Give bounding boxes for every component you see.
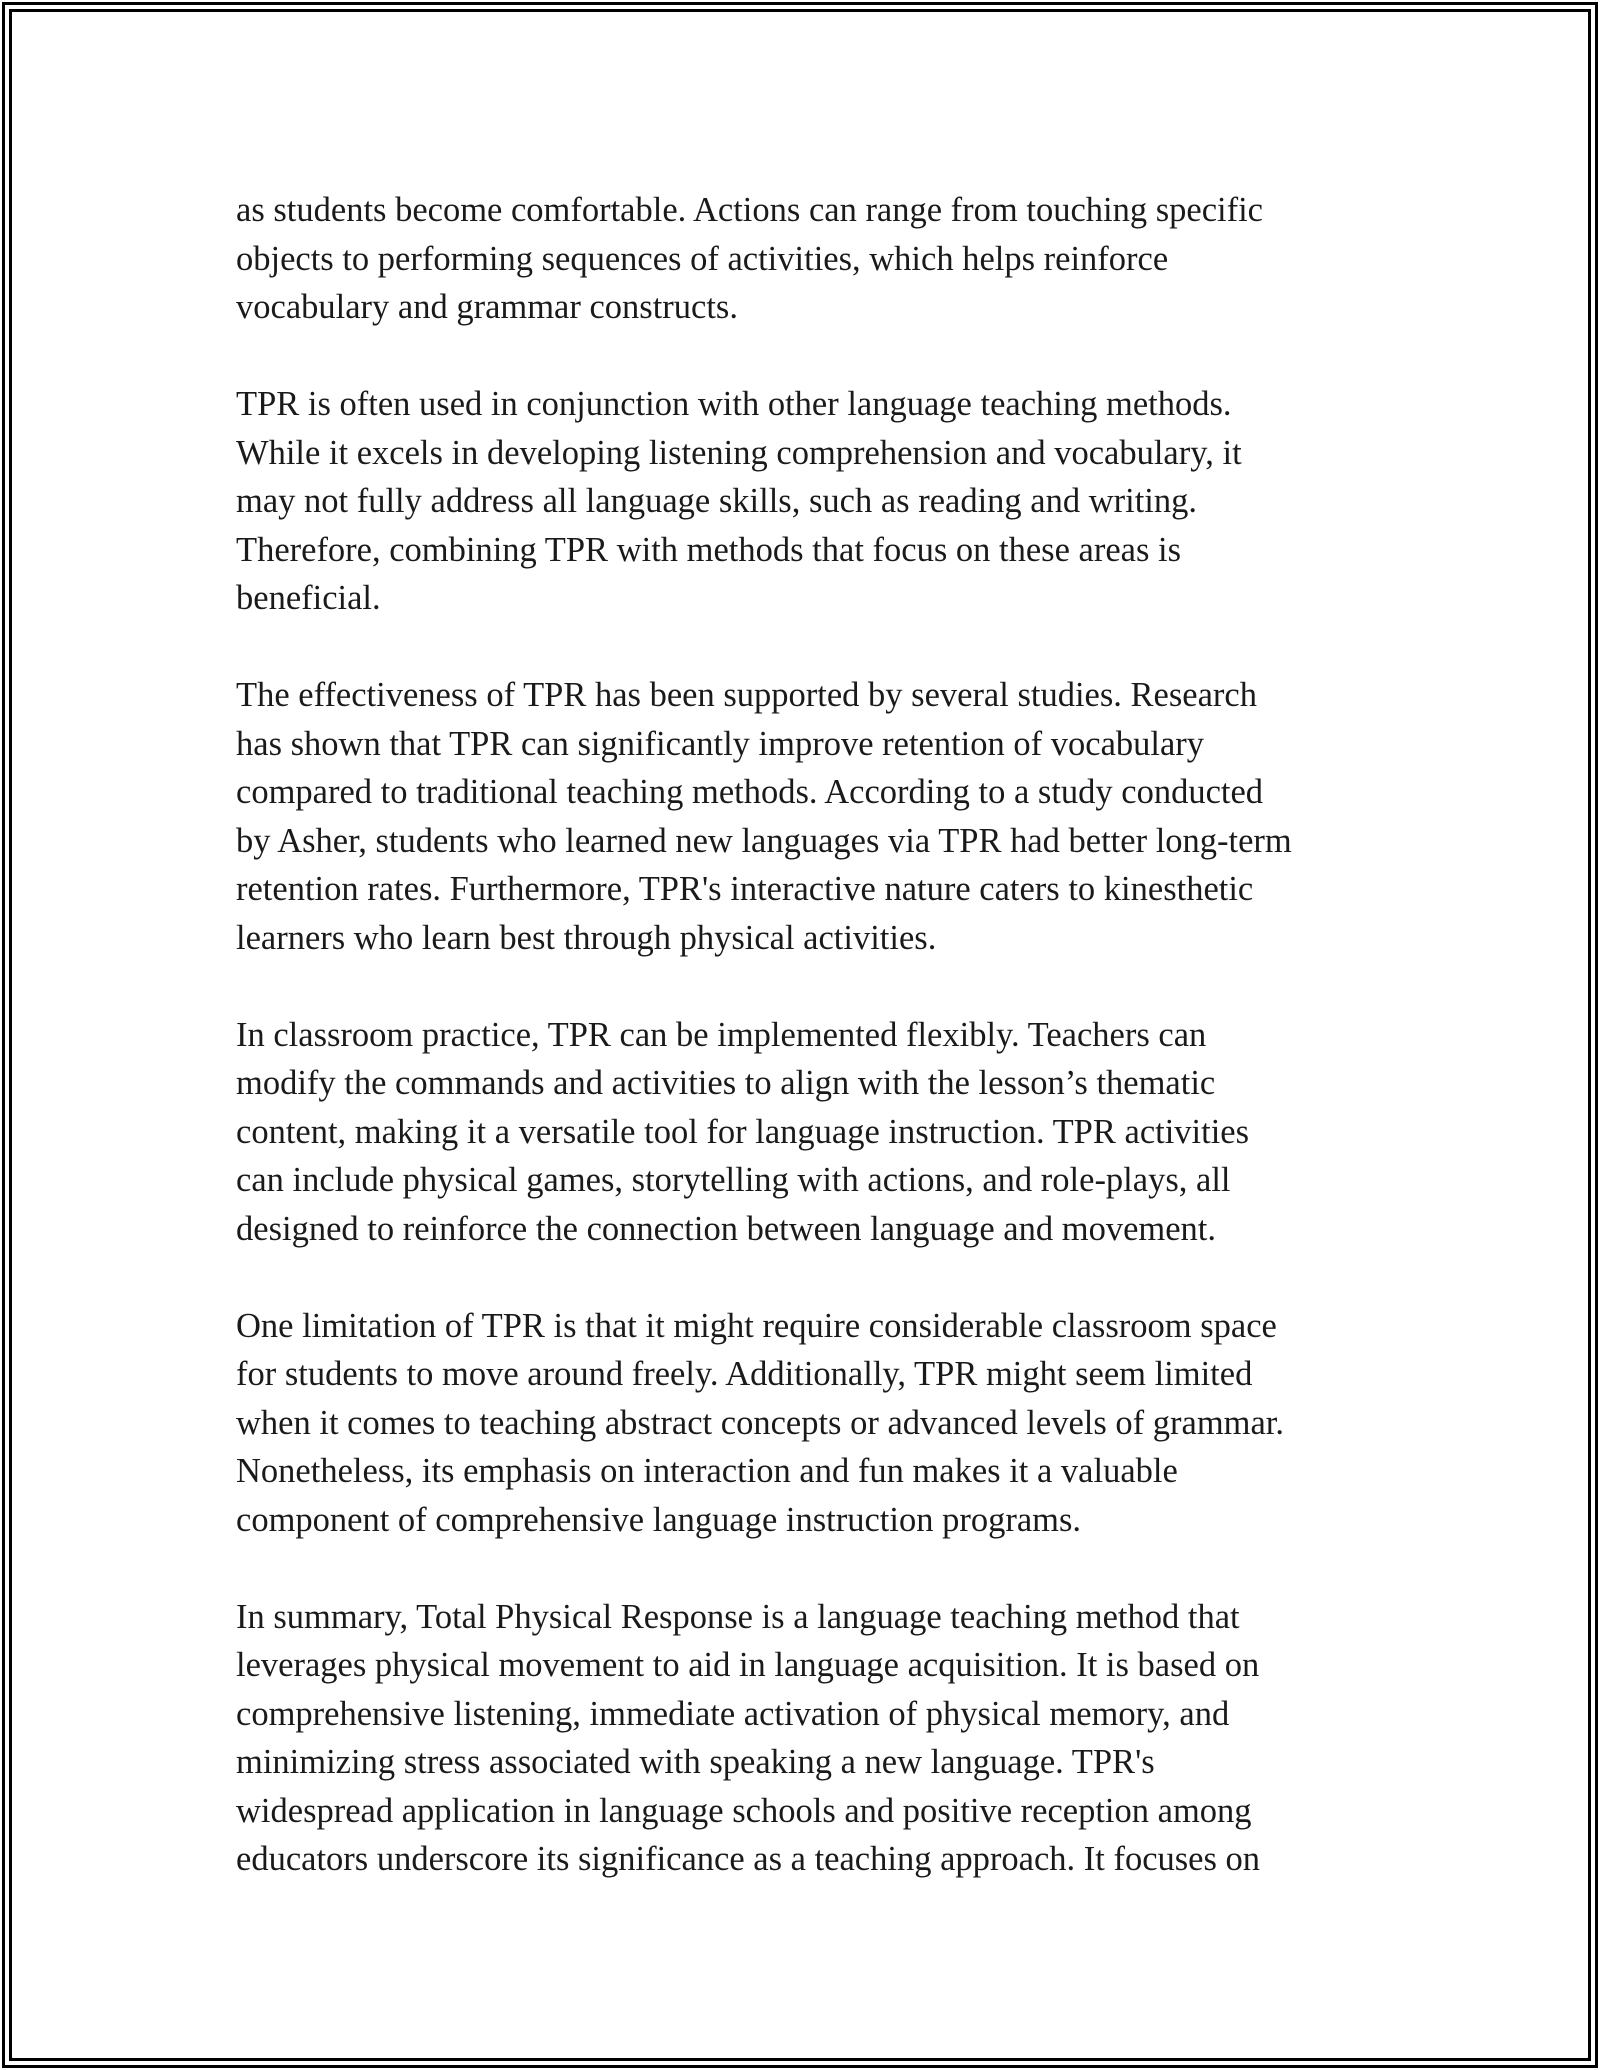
text-line: In classroom practice, TPR can be implemented flexibly. Teachers can (236, 1015, 1207, 1054)
text-line: compared to traditional teaching methods. According to a study conducted (236, 773, 1264, 811)
text-line: retention rates. Furthermore, TPR's interactive nature caters to kinesthetic (236, 870, 1254, 908)
text-line: modify the commands and activities to align with the lesson’s thematic (236, 1064, 1216, 1102)
text-line: minimizing stress associated with speaking a new language. TPR's (236, 1743, 1155, 1781)
text-line: One limitation of TPR is that it might require considerable classroom space (236, 1306, 1277, 1345)
text-line: by Asher, students who learned new languages via TPR had better long-term (236, 821, 1292, 860)
text-line: for students to move around freely. Additionally, TPR might seem limited (236, 1355, 1253, 1393)
paragraph (236, 380, 1386, 623)
text-line: learners who learn best through physical activities. (236, 918, 937, 957)
text-line: The effectiveness of TPR has been supported by several studies. Research (236, 676, 1257, 714)
paragraph (236, 186, 1386, 332)
paragraph (236, 671, 1386, 962)
text-line: Nonetheless, its emphasis on interaction and fun makes it a valuable (236, 1452, 1178, 1490)
text-line: beneficial. (236, 579, 381, 617)
paragraph (236, 1302, 1386, 1545)
text-line: Therefore, combining TPR with methods that focus on these areas is (236, 530, 1182, 569)
text-line: designed to reinforce the connection between language and movement. (236, 1209, 1216, 1248)
text-line: educators underscore its significance as a teaching approach. It focuses on (236, 1840, 1261, 1878)
text-line: leverages physical movement to aid in language acquisition. It is based on (236, 1646, 1260, 1684)
paragraph (236, 1593, 1386, 1884)
text-line: when it comes to teaching abstract concepts or advanced levels of grammar. (236, 1403, 1285, 1442)
text-line: as students become comfortable. Actions can range from touching specific (236, 191, 1263, 229)
text-line: objects to performing sequences of activities, which helps reinforce (236, 239, 1169, 278)
paragraph (236, 1011, 1386, 1254)
text-line: content, making it a versatile tool for language instruction. TPR activities (236, 1112, 1250, 1151)
text-line: may not fully address all language skills, such as reading and writing. (236, 482, 1197, 520)
text-line: While it excels in developing listening comprehension and vocabulary, it (236, 433, 1242, 472)
text-line: widespread application in language schools and positive reception among (236, 1791, 1252, 1830)
text-line: component of comprehensive language instruction programs. (236, 1500, 1082, 1539)
text-line: has shown that TPR can significantly improve retention of vocabulary (236, 724, 1205, 763)
text-line: TPR is often used in conjunction with other language teaching methods. (236, 385, 1232, 423)
text-line: In summary, Total Physical Response is a language teaching method that (236, 1597, 1240, 1636)
body-text (236, 186, 1386, 1932)
text-line: comprehensive listening, immediate activation of physical memory, and (236, 1694, 1230, 1733)
text-line: vocabulary and grammar constructs. (236, 288, 738, 326)
text-line: can include physical games, storytelling with actions, and role-plays, all (236, 1161, 1231, 1199)
